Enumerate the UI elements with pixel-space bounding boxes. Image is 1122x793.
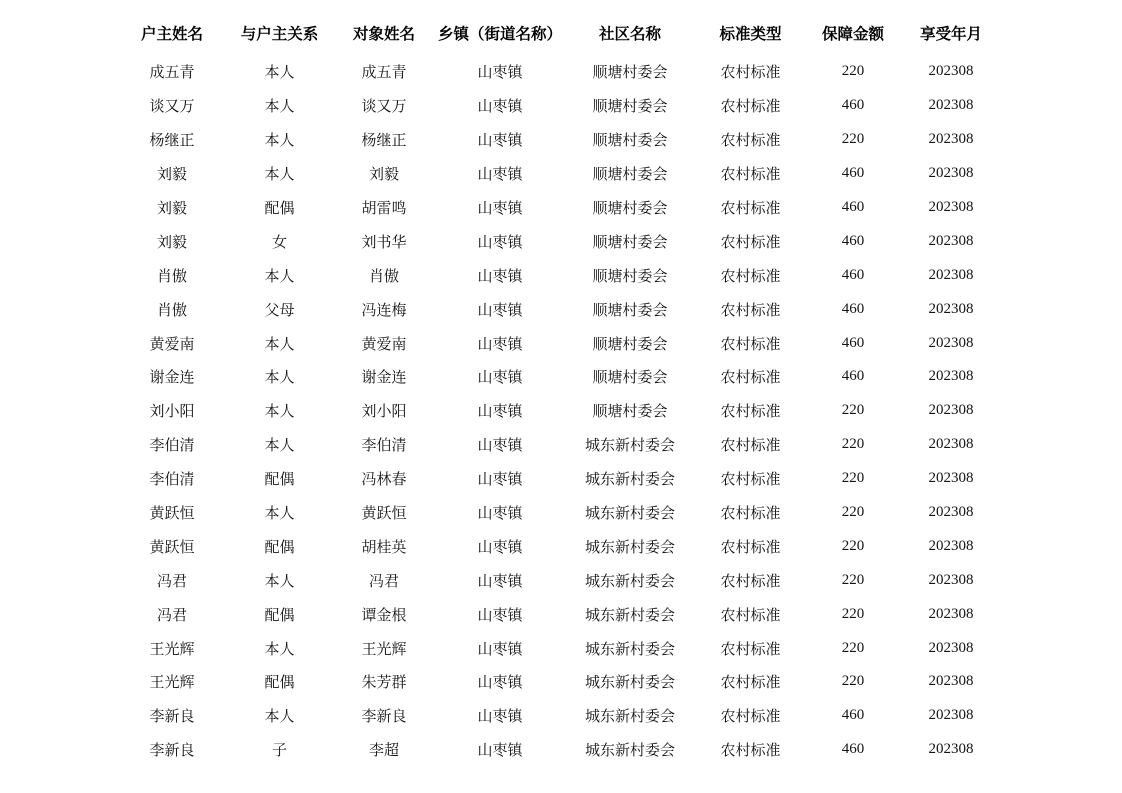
table-cell: 本人 bbox=[264, 133, 295, 150]
table-cell: 460 bbox=[841, 266, 865, 283]
table-cell: 202308 bbox=[928, 741, 974, 758]
table-cell: 202308 bbox=[928, 571, 974, 588]
table-cell: 黄爱南 bbox=[361, 336, 407, 353]
column-header-6: 标准类型 bbox=[719, 26, 782, 43]
table-cell: 冯连梅 bbox=[361, 302, 407, 319]
table-cell: 山枣镇 bbox=[477, 404, 523, 421]
table-cell: 顺塘村委会 bbox=[592, 404, 668, 421]
table-cell: 顺塘村委会 bbox=[592, 201, 668, 217]
table-cell: 肖傲 bbox=[156, 302, 187, 319]
table-row bbox=[117, 157, 1001, 191]
table-cell: 李伯清 bbox=[149, 472, 195, 489]
table-cell: 城东新村委会 bbox=[585, 539, 676, 556]
table-cell: 202308 bbox=[928, 673, 974, 690]
table-cell: 山枣镇 bbox=[477, 268, 523, 285]
table-cell: 胡雷鸣 bbox=[361, 201, 407, 217]
table-cell: 202308 bbox=[928, 436, 974, 453]
table-cell: 顺塘村委会 bbox=[592, 336, 668, 353]
table-cell: 本人 bbox=[264, 167, 295, 184]
table-cell: 女 bbox=[271, 234, 287, 251]
table-cell: 460 bbox=[841, 300, 865, 317]
table-row bbox=[117, 665, 1001, 699]
column-header-3: 对象姓名 bbox=[352, 26, 415, 43]
table-row bbox=[117, 631, 1001, 665]
table-cell: 配偶 bbox=[264, 539, 295, 556]
table-cell: 460 bbox=[841, 741, 865, 758]
benefit-roster-table bbox=[117, 11, 1001, 767]
table-cell: 山枣镇 bbox=[477, 336, 523, 353]
table-cell: 顺塘村委会 bbox=[592, 302, 668, 319]
column-header-2: 与户主关系 bbox=[240, 26, 319, 43]
table-cell: 农村标准 bbox=[720, 268, 781, 285]
table-row bbox=[117, 462, 1001, 496]
table-cell: 农村标准 bbox=[720, 743, 781, 760]
table-cell: 220 bbox=[841, 673, 865, 690]
table-cell: 202308 bbox=[928, 470, 974, 487]
table-cell: 农村标准 bbox=[720, 404, 781, 421]
table-cell: 460 bbox=[841, 707, 865, 724]
table-cell: 谢金连 bbox=[361, 370, 407, 387]
table-cell: 202308 bbox=[928, 300, 974, 317]
table-cell: 刘毅 bbox=[156, 167, 187, 184]
table-cell: 202308 bbox=[928, 368, 974, 385]
table-cell: 刘毅 bbox=[156, 201, 187, 217]
table-cell: 刘毅 bbox=[156, 234, 187, 251]
table-cell: 本人 bbox=[264, 506, 295, 523]
table-cell: 202308 bbox=[928, 165, 974, 182]
table-cell: 肖傲 bbox=[368, 268, 399, 285]
table-cell: 220 bbox=[841, 537, 865, 554]
table-cell: 山枣镇 bbox=[477, 201, 523, 217]
table-cell: 农村标准 bbox=[720, 607, 781, 624]
table-cell: 顺塘村委会 bbox=[592, 65, 668, 82]
table-cell: 顺塘村委会 bbox=[592, 268, 668, 285]
table-row bbox=[117, 292, 1001, 326]
table-cell: 李伯清 bbox=[149, 438, 195, 455]
table-cell: 本人 bbox=[264, 404, 295, 421]
table-cell: 刘书华 bbox=[361, 234, 407, 251]
table-cell: 农村标准 bbox=[720, 641, 781, 658]
column-header-4: 乡镇（街道名称） bbox=[438, 26, 563, 43]
table-body bbox=[117, 55, 1001, 767]
table-cell: 山枣镇 bbox=[477, 743, 523, 760]
table-cell: 农村标准 bbox=[720, 99, 781, 116]
table-row bbox=[117, 496, 1001, 530]
table-row bbox=[117, 55, 1001, 89]
table-cell: 220 bbox=[841, 504, 865, 521]
table-cell: 子 bbox=[271, 743, 287, 760]
table-cell: 220 bbox=[841, 436, 865, 453]
table-cell: 山枣镇 bbox=[477, 573, 523, 590]
table-cell: 山枣镇 bbox=[477, 607, 523, 624]
table-cell: 顺塘村委会 bbox=[592, 99, 668, 116]
table-cell: 山枣镇 bbox=[477, 167, 523, 184]
column-header-5: 社区名称 bbox=[599, 26, 662, 43]
table-cell: 冯君 bbox=[368, 573, 399, 590]
table-cell: 202308 bbox=[928, 63, 974, 80]
table-row bbox=[117, 529, 1001, 563]
table-cell: 山枣镇 bbox=[477, 234, 523, 251]
table-cell: 山枣镇 bbox=[477, 709, 523, 726]
table-cell: 配偶 bbox=[264, 607, 295, 624]
table-cell: 农村标准 bbox=[720, 539, 781, 556]
table-cell: 李伯清 bbox=[361, 438, 407, 455]
table-cell: 460 bbox=[841, 165, 865, 182]
table-cell: 王光辉 bbox=[149, 641, 195, 658]
table-cell: 配偶 bbox=[264, 201, 295, 217]
table-cell: 本人 bbox=[264, 65, 295, 82]
table-row bbox=[117, 563, 1001, 597]
table-cell: 刘小阳 bbox=[361, 404, 407, 421]
table-cell: 本人 bbox=[264, 370, 295, 387]
table-cell: 农村标准 bbox=[720, 167, 781, 184]
table-cell: 农村标准 bbox=[720, 573, 781, 590]
table-cell: 顺塘村委会 bbox=[592, 167, 668, 184]
table-row bbox=[117, 326, 1001, 360]
table-row bbox=[117, 597, 1001, 631]
table-cell: 220 bbox=[841, 639, 865, 656]
table-cell: 朱芳群 bbox=[361, 675, 407, 692]
table-header-row bbox=[117, 11, 1001, 55]
table-cell: 山枣镇 bbox=[477, 65, 523, 82]
table-row bbox=[117, 89, 1001, 123]
table-row bbox=[117, 123, 1001, 157]
table-cell: 本人 bbox=[264, 268, 295, 285]
table-cell: 202308 bbox=[928, 504, 974, 521]
table-cell: 城东新村委会 bbox=[585, 472, 676, 489]
table-cell: 农村标准 bbox=[720, 370, 781, 387]
column-header-1: 户主姓名 bbox=[140, 26, 203, 43]
table-cell: 山枣镇 bbox=[477, 472, 523, 489]
table-row bbox=[117, 733, 1001, 767]
table-cell: 农村标准 bbox=[720, 438, 781, 455]
table-cell: 220 bbox=[841, 402, 865, 419]
table-cell: 谭金根 bbox=[361, 607, 407, 624]
table-cell: 220 bbox=[841, 470, 865, 487]
table-cell: 460 bbox=[841, 232, 865, 249]
table-cell: 220 bbox=[841, 571, 865, 588]
table-cell: 220 bbox=[841, 63, 865, 80]
table-cell: 谢金连 bbox=[149, 370, 195, 387]
table-cell: 农村标准 bbox=[720, 65, 781, 82]
table-cell: 202308 bbox=[928, 605, 974, 622]
table-cell: 本人 bbox=[264, 709, 295, 726]
table-cell: 山枣镇 bbox=[477, 641, 523, 658]
table-cell: 黄跃恒 bbox=[149, 506, 195, 523]
table-row bbox=[117, 394, 1001, 428]
table-row bbox=[117, 258, 1001, 292]
table-cell: 胡桂英 bbox=[361, 539, 407, 556]
table-cell: 城东新村委会 bbox=[585, 675, 676, 692]
table-cell: 城东新村委会 bbox=[585, 709, 676, 726]
table-row bbox=[117, 191, 1001, 225]
table-cell: 农村标准 bbox=[720, 133, 781, 150]
table-cell: 城东新村委会 bbox=[585, 506, 676, 523]
table-cell: 王光辉 bbox=[149, 675, 195, 692]
column-header-7: 保障金额 bbox=[822, 26, 885, 43]
table-cell: 本人 bbox=[264, 573, 295, 590]
table-cell: 山枣镇 bbox=[477, 133, 523, 150]
table-cell: 202308 bbox=[928, 402, 974, 419]
table-cell: 城东新村委会 bbox=[585, 641, 676, 658]
table-cell: 山枣镇 bbox=[477, 539, 523, 556]
table-cell: 220 bbox=[841, 605, 865, 622]
table-cell: 黄跃恒 bbox=[149, 539, 195, 556]
table-row bbox=[117, 428, 1001, 462]
table-cell: 王光辉 bbox=[361, 641, 407, 658]
column-header-8: 享受年月 bbox=[920, 26, 983, 43]
table-cell: 农村标准 bbox=[720, 201, 781, 217]
table-cell: 父母 bbox=[264, 302, 295, 319]
table-cell: 刘毅 bbox=[368, 167, 399, 184]
table-cell: 农村标准 bbox=[720, 302, 781, 319]
table-cell: 城东新村委会 bbox=[585, 573, 676, 590]
table-cell: 460 bbox=[841, 97, 865, 114]
table-cell: 202308 bbox=[928, 639, 974, 656]
table-cell: 山枣镇 bbox=[477, 99, 523, 116]
table-cell: 城东新村委会 bbox=[585, 438, 676, 455]
table-cell: 城东新村委会 bbox=[585, 607, 676, 624]
table-cell: 山枣镇 bbox=[477, 438, 523, 455]
table-cell: 刘小阳 bbox=[149, 404, 195, 421]
table-cell: 配偶 bbox=[264, 675, 295, 692]
table-cell: 本人 bbox=[264, 438, 295, 455]
table-cell: 城东新村委会 bbox=[585, 743, 676, 760]
table-cell: 农村标准 bbox=[720, 472, 781, 489]
table-cell: 山枣镇 bbox=[477, 302, 523, 319]
table-cell: 202308 bbox=[928, 334, 974, 351]
table-cell: 山枣镇 bbox=[477, 506, 523, 523]
table-cell: 202308 bbox=[928, 97, 974, 114]
table-cell: 460 bbox=[841, 199, 865, 215]
table-cell: 杨继正 bbox=[149, 133, 195, 150]
table-cell: 成五青 bbox=[361, 65, 407, 82]
table-cell: 460 bbox=[841, 334, 865, 351]
table-cell: 顺塘村委会 bbox=[592, 133, 668, 150]
table-cell: 李新良 bbox=[149, 743, 195, 760]
table-cell: 冯林春 bbox=[361, 472, 407, 489]
table-cell: 谈又万 bbox=[149, 99, 195, 116]
table-cell: 本人 bbox=[264, 336, 295, 353]
table-cell: 黄爱南 bbox=[149, 336, 195, 353]
table-cell: 肖傲 bbox=[156, 268, 187, 285]
table-cell: 本人 bbox=[264, 99, 295, 116]
table-cell: 202308 bbox=[928, 537, 974, 554]
table-cell: 农村标准 bbox=[720, 336, 781, 353]
table-cell: 李新良 bbox=[361, 709, 407, 726]
table-cell: 农村标准 bbox=[720, 675, 781, 692]
table-row bbox=[117, 360, 1001, 394]
table-cell: 李新良 bbox=[149, 709, 195, 726]
table-row bbox=[117, 224, 1001, 258]
table-row bbox=[117, 699, 1001, 733]
table-cell: 农村标准 bbox=[720, 709, 781, 726]
table-cell: 202308 bbox=[928, 232, 974, 249]
table-cell: 460 bbox=[841, 368, 865, 385]
table-cell: 成五青 bbox=[149, 65, 195, 82]
table-cell: 202308 bbox=[928, 199, 974, 215]
table-cell: 202308 bbox=[928, 131, 974, 148]
table-cell: 220 bbox=[841, 131, 865, 148]
table-cell: 谈又万 bbox=[361, 99, 407, 116]
table-cell: 冯君 bbox=[156, 573, 187, 590]
table-cell: 冯君 bbox=[156, 607, 187, 624]
table-cell: 杨继正 bbox=[361, 133, 407, 150]
table-cell: 农村标准 bbox=[720, 234, 781, 251]
table-cell: 农村标准 bbox=[720, 506, 781, 523]
table-cell: 山枣镇 bbox=[477, 675, 523, 692]
table-cell: 黄跃恒 bbox=[361, 506, 407, 523]
table-cell: 山枣镇 bbox=[477, 370, 523, 387]
table-cell: 顺塘村委会 bbox=[592, 370, 668, 387]
table-cell: 顺塘村委会 bbox=[592, 234, 668, 251]
table-cell: 202308 bbox=[928, 266, 974, 283]
table-cell: 李超 bbox=[368, 743, 399, 760]
table-cell: 本人 bbox=[264, 641, 295, 658]
table-cell: 202308 bbox=[928, 707, 974, 724]
table-cell: 配偶 bbox=[264, 472, 295, 489]
